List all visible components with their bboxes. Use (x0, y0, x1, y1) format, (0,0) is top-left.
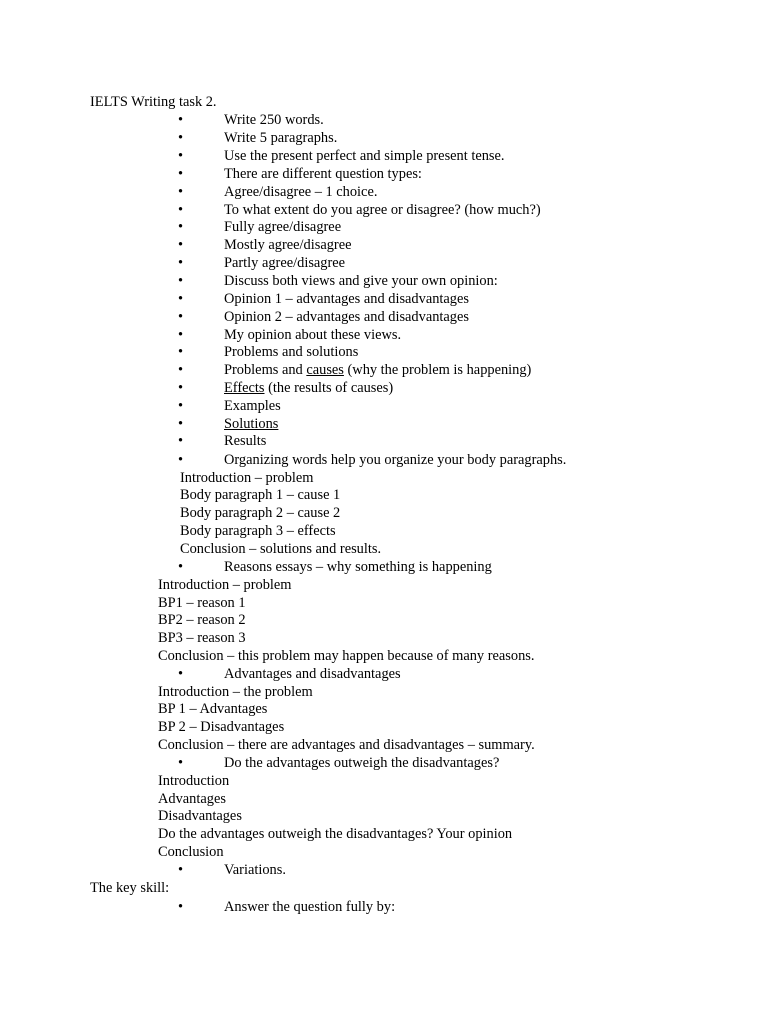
text-line: BP2 – reason 2 (158, 612, 246, 628)
text-line: BP 1 – Advantages (158, 701, 268, 717)
bullet-icon: • (178, 237, 184, 253)
text-line: BP 2 – Disadvantages (158, 719, 285, 735)
text-line: Conclusion – this problem may happen because of many reasons. (158, 648, 535, 664)
text-line: Do the advantages outweigh the disadvantages? Your opinion (158, 826, 513, 842)
bullet-icon: • (178, 202, 184, 218)
bullet-icon: • (178, 452, 184, 468)
bullet-icon: • (178, 273, 184, 289)
bullet-icon: • (178, 416, 184, 432)
bullet-icon: • (178, 380, 184, 396)
bullet-icon: • (178, 291, 184, 307)
text-line: Body paragraph 1 – cause 1 (180, 487, 341, 503)
section-heading: The key skill: (90, 880, 170, 896)
text-line: Body paragraph 3 – effects (180, 523, 336, 539)
bullet-icon: • (178, 344, 184, 360)
text-line: BP1 – reason 1 (158, 595, 246, 611)
bullet-icon: • (178, 309, 184, 325)
bullet-icon: • (178, 899, 184, 915)
bullet-icon: • (178, 148, 184, 164)
text-line: Introduction (158, 773, 230, 789)
text-line: Advantages (158, 791, 226, 807)
bullet-icon: • (178, 362, 184, 378)
bullet-icon: • (178, 666, 184, 682)
text-line: Introduction – problem (158, 577, 292, 593)
bullet-icon: • (178, 184, 184, 200)
text-line: Disadvantages (158, 808, 242, 824)
document-title: IELTS Writing task 2. (90, 94, 217, 110)
bullet-icon: • (178, 327, 184, 343)
text-line: Body paragraph 2 – cause 2 (180, 505, 341, 521)
bullet-icon: • (178, 130, 184, 146)
text-line: Conclusion – there are advantages and disadvantages – summary. (158, 737, 535, 753)
text-line: Conclusion – solutions and results. (180, 541, 382, 557)
document-page: IELTS Writing task 2. • Write 250 words. • Write 5 paragraphs. • Use the present perfect and simple present tense. • There are different question types: • Agree/disagree – 1 choice. • To what extent do you agree or disagree? (how much?) • Fully agree/disagree • Mostly agree/disagree • Partly agree/disagree • Discuss both views and give your own opinion: • Opinion 1 – advantages and disadvantages • Opinion 2 – advantages and disadvantages • My opinion about these views. • Problems and solutions • Problems and causes (why the problem is happening) • Effects (the results of causes) • Examples • Solutions • Results • Organizing words help you organize your body paragraphs. Introduction – problem Body paragraph 1 – cause 1 Body paragraph 2 – cause 2 Body paragraph 3 – effects Conclusion – solutions and results. • Reasons essays – why something is happening Introduction – problem BP1 – reason 1 BP2 – reason 2 BP3 – reason 3 Conclusion – this problem may happen because of many reasons. • Advantages and disadvantages Introduction – the problem BP 1 – Advantages BP 2 – Disadvantages Conclusion – there are advantages and disadvantages – summary. • Do the advantages outweigh the disadvantages? Introduction Advantages Disadvantages Do the advantages outweigh the disadvantages? Your opinion Conclusion • Variations. The key skill: • Answer the question fully by: (90, 94, 567, 915)
bullet-icon: • (178, 219, 184, 235)
bullet-icon: • (178, 166, 184, 182)
text-line: BP3 – reason 3 (158, 630, 246, 646)
bullet-icon: • (178, 755, 184, 771)
bullet-icon: • (178, 112, 184, 128)
text-line: Introduction – the problem (158, 684, 313, 700)
bullet-icon: • (178, 559, 184, 575)
bullet-icon: • (178, 862, 184, 878)
bullet-icon: • (178, 433, 184, 449)
bullet-icon: • (178, 255, 184, 271)
bullet-icon: • (178, 398, 184, 414)
text-line: Conclusion (158, 844, 224, 860)
text-line: Introduction – problem (180, 470, 314, 486)
